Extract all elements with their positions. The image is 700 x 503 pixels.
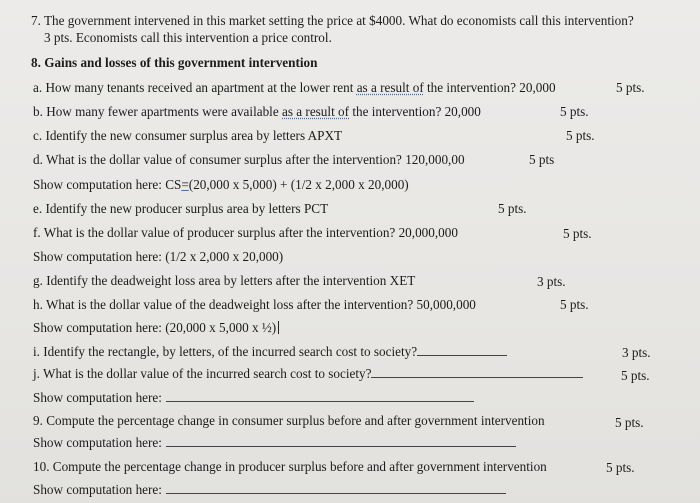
q8d-question: d. What is the dollar value of consumer surplus after the intervention? 120,000,00 (33, 152, 465, 167)
q8a-spellcheck-phrase: as a result of (356, 80, 424, 95)
q8i-question (33, 344, 507, 360)
q8f-points: 5 pts. (563, 226, 592, 241)
q8b-points: 5 pts. (560, 104, 589, 119)
q8b-question (33, 104, 481, 120)
q8i-points: 3 pts. (622, 345, 651, 360)
q8-heading: 8. Gains and losses of this government intervention (31, 55, 318, 70)
q7-answer: 3 pts. Economists call this intervention a price control. (44, 30, 332, 45)
q8b-text-pre: b. How many fewer apartments were available (33, 104, 282, 119)
q7-question: 7. The government intervened in this market setting the price at $4000. What do economists call this intervention? (31, 13, 634, 28)
q8a-points: 5 pts. (616, 80, 645, 95)
q8j-question (33, 366, 583, 382)
q8d-computation (33, 177, 409, 193)
q9-computation-blank[interactable] (166, 435, 516, 447)
q8i-answer-blank[interactable] (417, 344, 507, 356)
q9-question: 9. Compute the percentage change in consumer surplus before and after government intervention (33, 413, 545, 428)
q8h-points: 5 pts. (560, 297, 589, 312)
q8h-computation (33, 320, 279, 336)
q8j-answer-blank[interactable] (371, 366, 583, 378)
q8d-comp-mark: = (181, 177, 189, 192)
q8e-question: e. Identify the new producer surplus area by letters PCT (33, 201, 329, 216)
q8h-question: h. What is the dollar value of the deadweight loss after the intervention? 50,000,000 (33, 297, 476, 312)
q8d-comp-post: (20,000 x 5,000) + (1/2 x 2,000 x 20,000) (188, 177, 409, 192)
q8a-text-post: the intervention? 20,000 (423, 80, 556, 95)
q8j-computation-blank[interactable] (166, 390, 474, 402)
q8g-question: g. Identify the deadweight loss area by letters after the intervention XET (33, 273, 416, 288)
q10-points: 5 pts. (606, 460, 635, 475)
q8d-comp-pre: Show computation here: CS (33, 177, 182, 192)
q8b-text-post: the intervention? 20,000 (349, 104, 481, 119)
q8a-question (33, 80, 556, 96)
q8b-spellcheck-phrase: as a result of (282, 104, 350, 119)
q8c-points: 5 pts. (566, 128, 595, 143)
q8e-points: 5 pts. (498, 201, 527, 216)
q9-points: 5 pts. (615, 415, 644, 430)
q8j-text: j. What is the dollar value of the incurred search cost to society? (33, 366, 372, 381)
q10-question: 10. Compute the percentage change in producer surplus before and after government intervention (33, 459, 547, 474)
q10-computation (33, 482, 506, 498)
q8i-text: i. Identify the rectangle, by letters, of the incurred search cost to society? (33, 344, 418, 359)
q8h-comp-text: Show computation here: (20,000 x 5,000 x ½) (33, 320, 277, 335)
q8f-question: f. What is the dollar value of producer surplus after the intervention? 20,000,000 (33, 225, 458, 240)
q8c-question: c. Identify the new consumer surplus area by letters APXT (33, 128, 343, 143)
q8f-computation: Show computation here: (1/2 x 2,000 x 20,000) (33, 249, 284, 264)
q10-computation-blank[interactable] (166, 482, 506, 494)
q8d-points: 5 pts (529, 152, 555, 167)
q8g-points: 3 pts. (537, 274, 566, 289)
q9-computation (33, 435, 516, 451)
q8j-points: 5 pts. (621, 368, 650, 383)
q8a-text-pre: a. How many tenants received an apartment at the lower rent (33, 80, 357, 95)
q9-comp-label: Show computation here: (33, 435, 162, 450)
q10-comp-label: Show computation here: (33, 482, 162, 497)
q8j-comp-label: Show computation here: (33, 390, 162, 405)
q8j-computation (33, 390, 474, 406)
text-cursor (278, 321, 279, 334)
